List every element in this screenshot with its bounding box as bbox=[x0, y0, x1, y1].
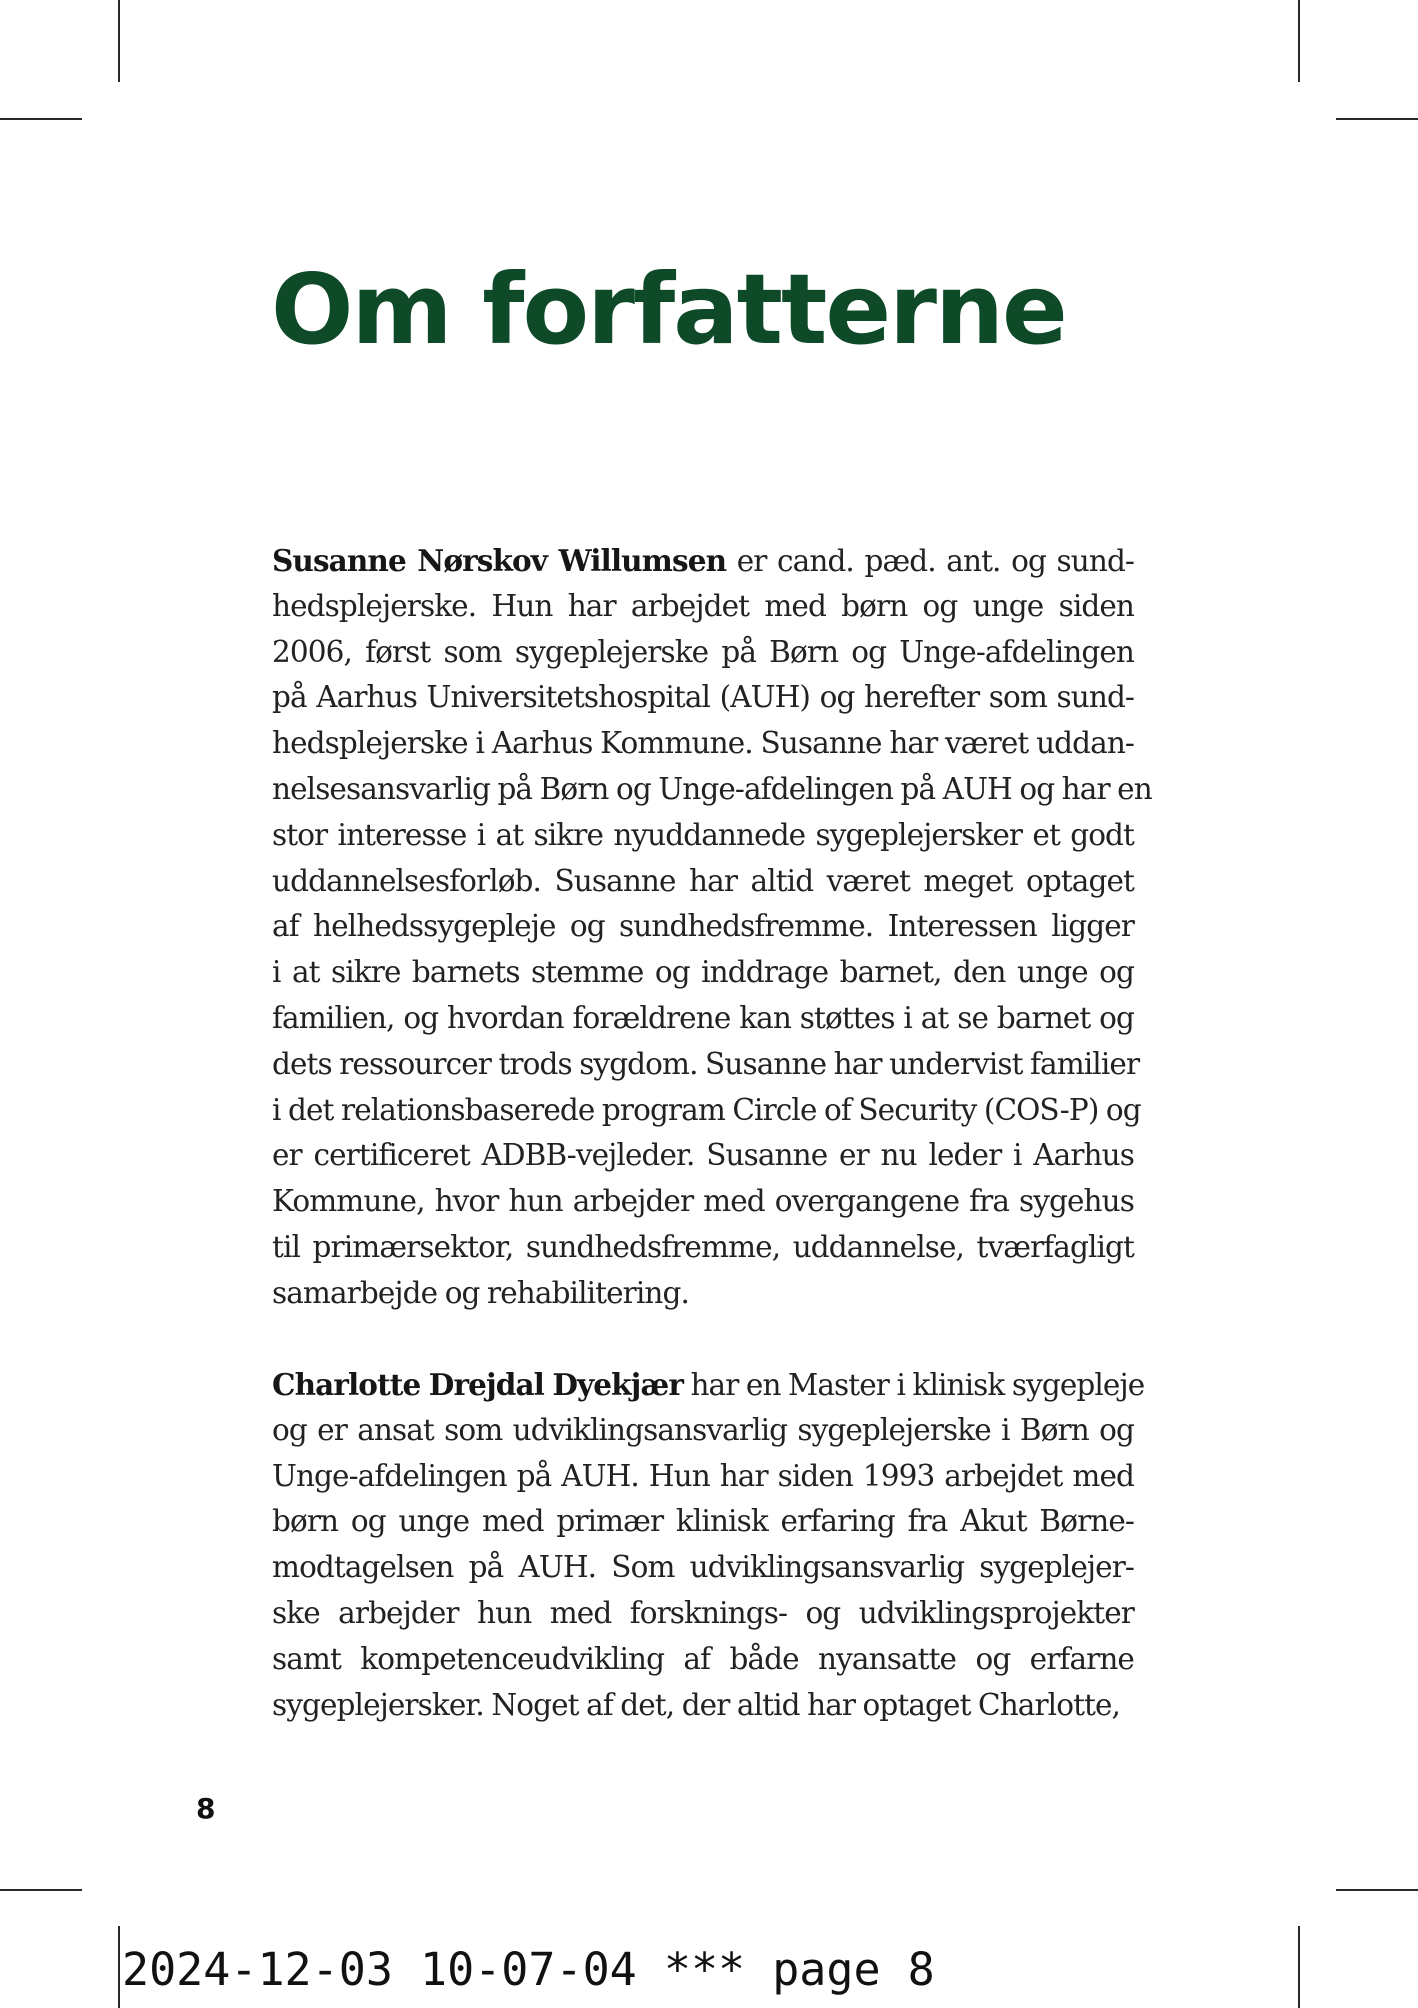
bio-text-line: ske arbejder hun med forsknings- og udviklingsprojekter bbox=[272, 1595, 1134, 1630]
page-number: 8 bbox=[196, 1792, 216, 1825]
bio-text-line: børn og unge med primær klinisk erfaring fra Akut Børne- bbox=[272, 1504, 1134, 1539]
crop-mark bbox=[1298, 0, 1300, 82]
bio-text-line: samt kompetenceudvikling af både nyansatte og erfarne bbox=[272, 1641, 1134, 1676]
bio-text-line: er certificeret ADBB-vejleder. Susanne er nu leder i Aarhus bbox=[272, 1138, 1134, 1173]
bio-text-line: stor interesse i at sikre nyuddannede sygeplejersker et godt bbox=[272, 817, 1134, 852]
bio-text-line: Susanne Nørskov Willumsen er cand. pæd. ant. og sund- bbox=[272, 543, 1134, 578]
crop-mark bbox=[1336, 1889, 1418, 1891]
bio-text-line: familien, og hvordan forældrene kan støttes i at se barnet og bbox=[272, 1000, 1134, 1035]
crop-mark bbox=[118, 1926, 120, 2008]
bio-text-line: og er ansat som udviklingsansvarlig sygeplejerske i Børn og bbox=[272, 1412, 1134, 1447]
bio-text-line: på Aarhus Universitetshospital (AUH) og herefter som sund- bbox=[272, 680, 1134, 715]
bio-text-line: Kommune, hvor hun arbejder med overgangene fra sygehus bbox=[272, 1184, 1134, 1219]
bio-text-line: i at sikre barnets stemme og inddrage barnet, den unge og bbox=[272, 955, 1134, 990]
print-stamp: 2024-12-03 10-07-04 *** page 8 bbox=[122, 1943, 935, 1996]
page-title: Om forfatterne bbox=[271, 253, 1066, 366]
crop-mark bbox=[1298, 1926, 1300, 2008]
bio-text-line: Charlotte Drejdal Dyekjær har en Master i klinisk sygepleje bbox=[272, 1367, 1145, 1402]
bio-text-line: uddannelsesforløb. Susanne har altid været meget optaget bbox=[272, 863, 1134, 898]
bio-text-line: modtagelsen på AUH. Som udviklingsansvarlig sygeplejer- bbox=[272, 1550, 1134, 1585]
crop-mark bbox=[0, 118, 82, 120]
crop-mark bbox=[0, 1889, 82, 1891]
crop-mark bbox=[1336, 118, 1418, 120]
bio-text-line: i det relationsbaserede program Circle of Security (COS-P) og bbox=[272, 1092, 1141, 1127]
bio-text-line: hedsplejerske i Aarhus Kommune. Susanne har været uddan- bbox=[272, 726, 1134, 761]
crop-mark bbox=[118, 0, 120, 82]
bio-text-line: til primærsektor, sundhedsfremme, uddannelse, tværfagligt bbox=[272, 1229, 1134, 1264]
author-bio-susanne bbox=[272, 538, 1152, 1317]
bio-text-line: af helhedssygepleje og sundhedsfremme. Interessen ligger bbox=[272, 909, 1134, 944]
author-name: Charlotte Drejdal Dyekjær bbox=[272, 1367, 683, 1402]
bio-text-line: samarbejde og rehabilitering. bbox=[272, 1275, 689, 1310]
bio-text-line: nelsesansvarlig på Børn og Unge-afdelingen på AUH og har en bbox=[272, 771, 1152, 806]
bio-text-line: hedsplejerske. Hun har arbejdet med børn og unge siden bbox=[272, 588, 1134, 623]
bio-text-line: 2006, først som sygeplejerske på Børn og Unge-afdelingen bbox=[272, 634, 1134, 669]
bio-text-line: sygeplejersker. Noget af det, der altid har optaget Charlotte, bbox=[272, 1687, 1121, 1722]
bio-text-line: dets ressourcer trods sygdom. Susanne har undervist familier bbox=[272, 1046, 1140, 1081]
author-name: Susanne Nørskov Willumsen bbox=[272, 543, 727, 578]
bio-text-line: Unge-afdelingen på AUH. Hun har siden 1993 arbejdet med bbox=[272, 1458, 1134, 1493]
author-bio-charlotte bbox=[272, 1362, 1145, 1728]
